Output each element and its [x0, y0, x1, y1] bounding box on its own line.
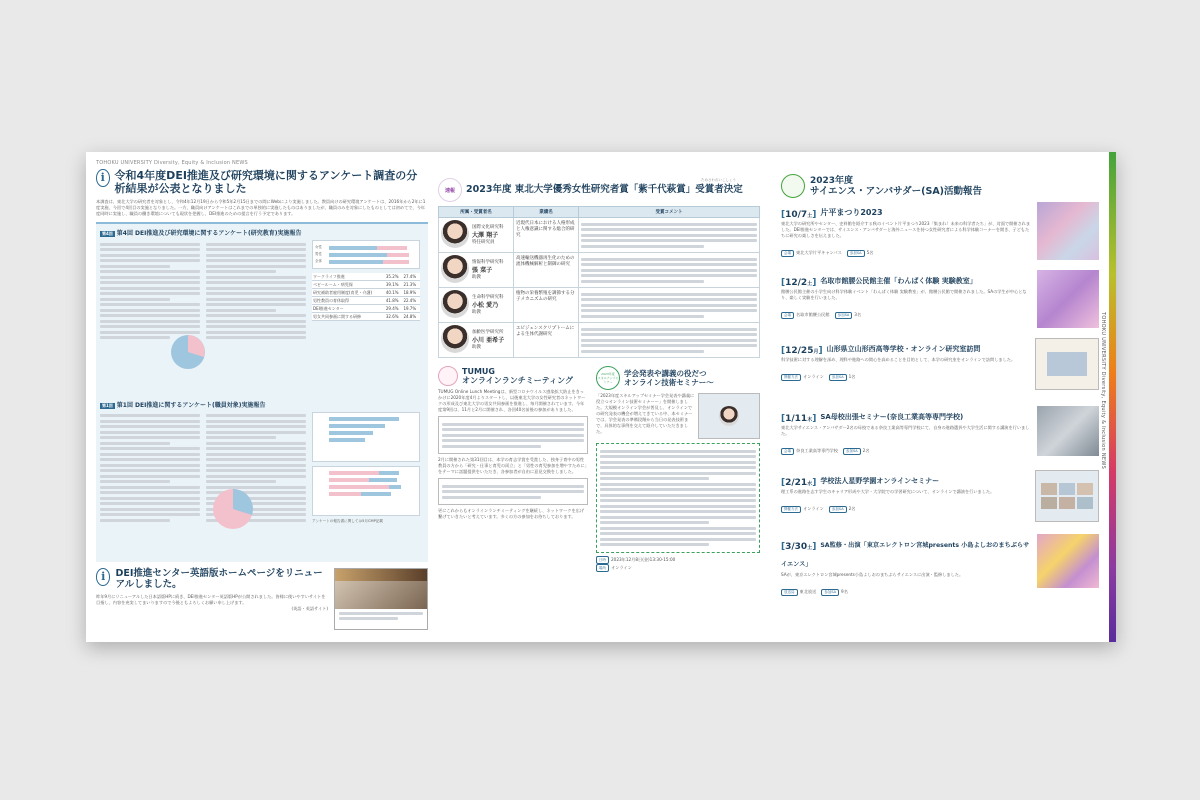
- event-date: [12/25月]: [781, 346, 823, 356]
- event-date: [10/7土]: [781, 210, 817, 220]
- event-tags: 開催方法 オンライン 参加SA 1名: [781, 363, 1031, 382]
- event-body: 科学技術に対する理解を深め、理科や進路への関心を高めることを目的として、本学の研究室をオンラインで訪問しました。: [781, 357, 1016, 362]
- seminar-screenshot: [698, 393, 760, 439]
- sa-event: [781, 534, 1099, 594]
- staff-text-a: [100, 412, 200, 525]
- awardee-photo: [441, 325, 469, 353]
- event-photo: [1037, 270, 1099, 328]
- event-body: 東北大学の研究所やセンター、史料館を紹介する秋のイベント片平まつり2023「集まれ！未来の科学者たち」が、対面で開催されました。DEI推進センターでは、サイエンス・アンバサダーと海外ニュースを持つ女性研究者による科学体験コーナーを開き、子どもたちに研究の楽しさを伝えました。: [781, 221, 1031, 238]
- chart-caption: アンケートの報告書に関しては5月CMP記載: [312, 518, 383, 523]
- seminar-title-2: オンライン技術セミナー～: [624, 378, 714, 387]
- event-date: [3/30土]: [781, 542, 817, 552]
- info-icon: i: [96, 568, 110, 586]
- sa-logo-icon: [781, 174, 805, 198]
- side-running-text: TOHOKU UNIVERSITY Diversity, Equity & Inclusion NEWS: [1100, 312, 1106, 470]
- event-date: [1/11木]: [781, 414, 817, 424]
- event-title: 山形県立山形西高等学校・オンライン研究室訪問: [826, 344, 981, 353]
- english-site-screenshot: [334, 568, 428, 630]
- faculty-bar-row: 男性: [315, 252, 417, 257]
- tumug-notice-box-2: [438, 478, 588, 505]
- staff-box-heading: 第1回 第1回 DEI推進に関するアンケート(職員対象)実施報告: [102, 401, 266, 409]
- event-tags: 会場 奈良工業高等専門学校 参加SA 2名: [781, 437, 1033, 456]
- faculty-pie-chart: [168, 332, 208, 372]
- faculty-bar-row: 女性: [315, 245, 417, 250]
- event-body: 理工系の進路を志す学生のキャリア形成や大学・大学院での学習研究について、オンラインで講演を行いました。: [781, 489, 995, 494]
- seminar-feedback-box: [596, 443, 760, 553]
- award-row: 国際文化研究科 大澤 翔子 特任研究員 近現代日本における人格形成と人権意識に関する総合的研究: [439, 218, 760, 253]
- event-tags: 放送局 東北放送 参加SA 9名: [781, 578, 1033, 597]
- sa-event: [781, 202, 1099, 264]
- event-photo: [1035, 470, 1099, 522]
- award-row: 生命科学研究科 小松 愛乃 助教 植物の栄養繁殖を調節する分子メカニズムの研究: [439, 288, 760, 323]
- sa-heading-year: 2023年度: [810, 175, 854, 186]
- survey-intro: 本調査は、東北大学の研究者を対象とし、令和4年12月19日から令和5年2月15日までの間にWebにより実施しました。教員向けの研究環境アンケートは、2016年から2年に1度実施、今回で4回目の実施となりました。一方、職員向けアンケートはこれまでの単独的に実施したものはありましたが、職員のみを対象にしたものとしては初めてで、今年度同時に実施し、職員の働き環境についても現状を把握し、DEI推進のための提言を行う予定であります。: [96, 199, 426, 216]
- brochure-spread: [86, 152, 1116, 642]
- sa-event: [781, 270, 1099, 332]
- sa-heading: サイエンス・アンバサダー(SA)活動報告: [810, 185, 983, 197]
- event-title: SA監修・出演「東京エレクトロン宮城presents 小島よしおのまちぶらサイエンス」: [781, 542, 1030, 568]
- event-photo: [1037, 534, 1099, 588]
- award-badge: 速報: [438, 178, 462, 202]
- survey-text-b: [206, 240, 306, 342]
- tumug-notice-box: [438, 416, 588, 454]
- event-body: 東北大学サイエンス・アンバサダー2名の母校である奈良工業高等専門学校にて、自身の進路選択や大学生活に関する講演を行いました。: [781, 425, 1030, 436]
- award-ruby: ためさわれいこしょう: [701, 178, 736, 182]
- event-title: 片平まつり2023: [820, 208, 883, 217]
- event-photo: [1035, 338, 1099, 390]
- awardee-photo: [441, 220, 469, 248]
- event-title: 学校法人星野学園オンラインセミナー: [820, 476, 940, 485]
- award-table: [438, 206, 760, 358]
- tumug-footer: 更にこれからもオンラインランチミーティングを継続し、ネットワークを広げ繋げていきたいと考えています。多くの方の参加をお待ちしております。: [438, 508, 585, 519]
- survey-title: 令和4年度DEI推進及び研究環境に関するアンケート調査の分析結果が公表となりました: [114, 169, 418, 195]
- award-title: 2023年度 東北大学優秀女性研究者賞「紫千代萩賞」受賞者決定: [466, 184, 743, 195]
- survey-text-a: [100, 240, 200, 342]
- event-date: [12/2土]: [781, 278, 817, 288]
- seminar-date: 日時 2023年12月8日(金)13:30-15:00: [596, 556, 760, 564]
- staff-pie-chart: [210, 486, 256, 532]
- tumug-body-2: 2月に開催された第31回目は、本学の育志学賞を受賞した、独身子育中の男性教員の方から「研究・仕事と育児の両立」と「男性の育児参加を増やすために」をテーマに話題提供をいただき、各参加者が自由に意見交換をしました。: [438, 457, 587, 474]
- right-page: [781, 160, 1099, 634]
- info-icon: i: [96, 169, 110, 187]
- event-body: SAが、東京エレクトロン宮城presents小島よしおのまちぶらサイエンスに出演・監修しました。: [781, 572, 964, 577]
- sa-event: [781, 470, 1099, 528]
- event-photo: [1037, 406, 1099, 456]
- award-col-comment: 受賞コメント: [579, 207, 760, 218]
- english-hp-title: DEI推進センター英語版ホームページをリニューアルしました。: [115, 568, 323, 590]
- seminar-place: 場所 オンライン: [596, 564, 760, 572]
- award-col-name: 所属・受賞者名: [439, 207, 514, 218]
- tumug-body: TUMUG Online Lunch Meetingは、新型コロナウイルス感染拡大防止をきっかけに2020年度4月よりスタートし、以後東北大学の女性研究者のネットワークの形成及び東北大学の男女共同参画を推進し、毎月開催されています。今年度第9回は、11月と2月に開催され、各回40名前後の参加がありました。: [438, 389, 586, 412]
- seminar-title-1: 学会発表や講義の役だつ: [624, 369, 707, 378]
- event-body: 館腰公民館主催の小学生向け科学体験イベント「わんぱく体験 実験教室」が、館腰公民館で開催されました。SAの学生が中心となり、楽しく実験を行いました。: [781, 289, 1027, 300]
- award-col-work: 業績名: [514, 207, 579, 218]
- award-row: 加齢医学研究所 小川 亜希子 助教 エピジェンスクリプトームによる生体代謝研究: [439, 323, 760, 358]
- rainbow-edge-bar: [1109, 152, 1116, 642]
- center-page: [438, 160, 760, 634]
- sa-event: [781, 406, 1099, 464]
- sa-event: [781, 338, 1099, 400]
- survey-box: [96, 222, 428, 562]
- award-row: 情報科学研究科 張 菜子 助教 高速輸送機器再生化のための流体機械解析と制御の研究: [439, 253, 760, 288]
- faculty-chart-area: [312, 240, 420, 342]
- tumug-title-2: オンラインランチミーティング: [462, 376, 573, 385]
- event-tags: 会場 名取市館腰公民館 参加SA 3名: [781, 301, 1033, 320]
- english-hp-body: 昨年9月にリニューアルした日本語版HPに続き、DEI推進センター英語版HPが公開されました。皆様に使いやすいサイトを目指し、内容を充実してまいりますので今後ともよろしくお願い申し上げます。: [96, 594, 326, 605]
- faculty-bar-row: 全体: [315, 259, 417, 264]
- english-hp-credit: (英語・英語サイト): [291, 606, 328, 611]
- event-title: SA母校出張セミナー(奈良工業高等専門学校): [820, 412, 964, 421]
- seminar-body: 「2023年度スキルアップセミナー学会発表や講義に役立つオンライン技術セミナー～」を開催しました。大規模オンライン学会が普及し、オンラインでの研究発表の機会が増えてきている中、本セミナーでは、学会発表の準備段階から当日の発表技術まで、具体的な事例を交えて紹介していただきました。: [596, 393, 695, 434]
- awardee-photo: [441, 255, 469, 283]
- event-tags: 開催方法 オンライン 参加SA 2名: [781, 495, 1031, 514]
- running-head: TOHOKU UNIVERSITY Diversity, Equity & Inclusion NEWS: [96, 160, 248, 166]
- event-tags: 会場 東北大学片平キャンパス 参加SA 5名: [781, 239, 1033, 258]
- survey-box-heading: 第4回 第4回 DEI推進及び研究環境に関するアンケート(研究教育)実施報告: [102, 230, 302, 237]
- faculty-table: ワークライフ推進 35.2% 27.4% ベビールーム・病児保 39.1% 21.3% 研究補助者雇用制度(育児・介護) 40.1% 18.9% 男性教員の育休取得 41.8% 22.4% DEI推進センター 29.4% 19.7% 男女共同参画に関する研修 32.6% 24.8%: [312, 273, 420, 321]
- event-date: [2/21水]: [781, 478, 817, 488]
- seminar-section: [596, 366, 760, 572]
- tumug-section: [438, 366, 588, 572]
- tumug-logo-icon: [438, 366, 458, 386]
- staff-chart-area: [312, 412, 420, 525]
- seminar-badge: 2023年度 スキルアップセミナー: [596, 366, 620, 390]
- event-title: 名取市館腰公民館主催「わんぱく体験 実験教室」: [820, 276, 977, 285]
- awardee-photo: [441, 290, 469, 318]
- tumug-title-1: TUMUG: [462, 367, 495, 376]
- left-page: [96, 160, 428, 634]
- event-photo: [1037, 202, 1099, 260]
